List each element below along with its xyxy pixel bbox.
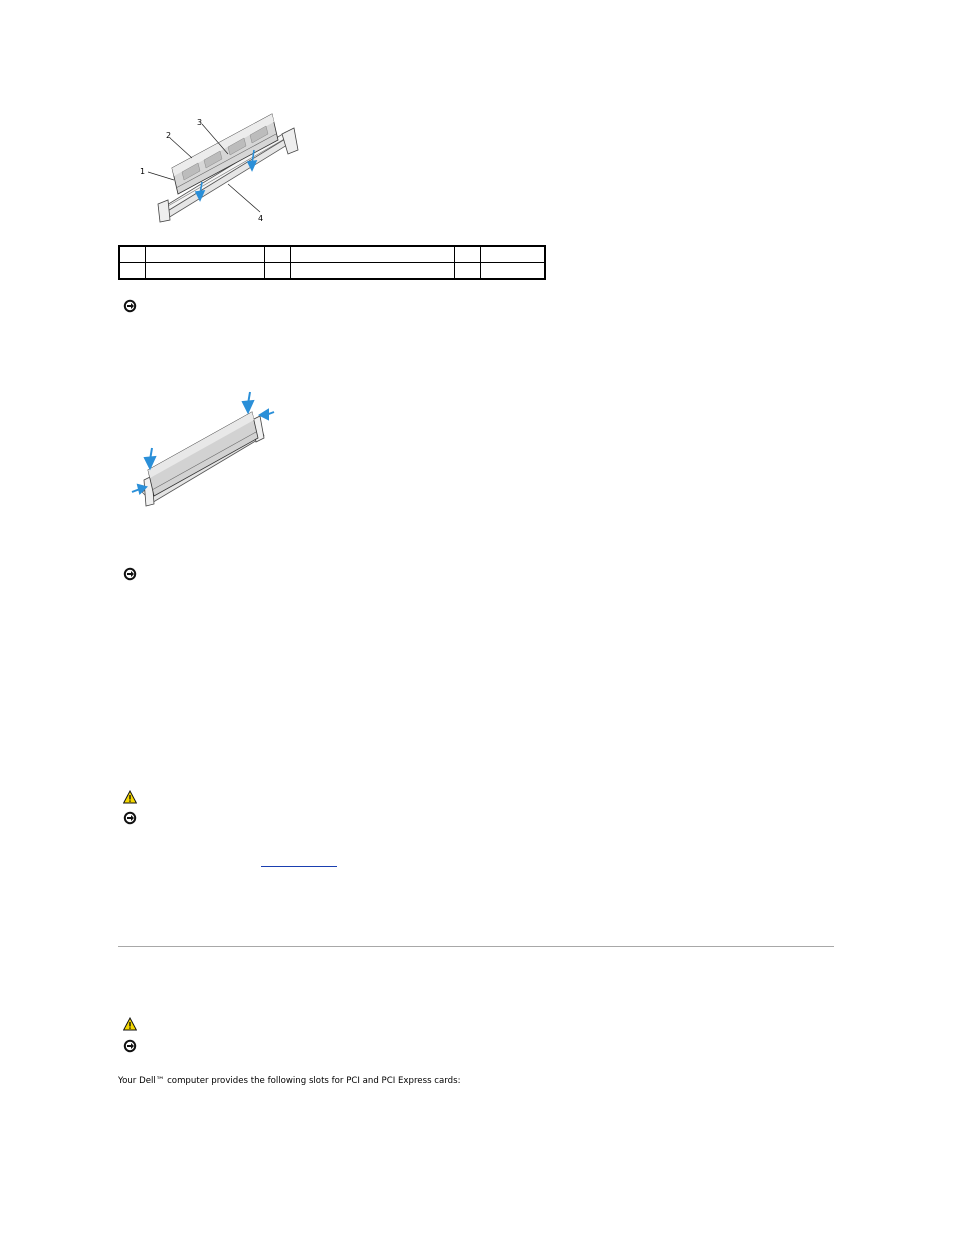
table-row [119, 246, 545, 263]
notice-icon [123, 567, 137, 581]
callout-3: 3 [197, 118, 203, 127]
callout-table [118, 245, 546, 280]
section-divider [118, 946, 834, 947]
pci-slots-intro-text: Your Dell™ computer provides the following slots for PCI and PCI Express cards: [118, 1076, 461, 1086]
table-row [119, 263, 545, 280]
cross-reference-link[interactable] [261, 866, 337, 867]
table-cell [455, 246, 481, 263]
table-cell [146, 263, 265, 280]
notice-icon [123, 299, 137, 313]
callout-2: 2 [166, 131, 172, 140]
callout-4: 4 [258, 214, 264, 223]
notice-icon [123, 1039, 137, 1053]
table-cell [291, 263, 455, 280]
table-cell [119, 246, 146, 263]
table-cell [265, 246, 291, 263]
memory-module-alignment-figure [136, 108, 306, 226]
table-cell [146, 246, 265, 263]
table-cell [119, 263, 146, 280]
table-cell [265, 263, 291, 280]
table-cell [291, 246, 455, 263]
caution-icon [123, 790, 137, 804]
caution-icon [123, 1017, 137, 1031]
module-insertion-figure [128, 388, 280, 510]
callout-1: 1 [140, 167, 146, 176]
table-cell [481, 246, 546, 263]
table-cell [481, 263, 546, 280]
table-cell [455, 263, 481, 280]
notice-icon [123, 811, 137, 825]
